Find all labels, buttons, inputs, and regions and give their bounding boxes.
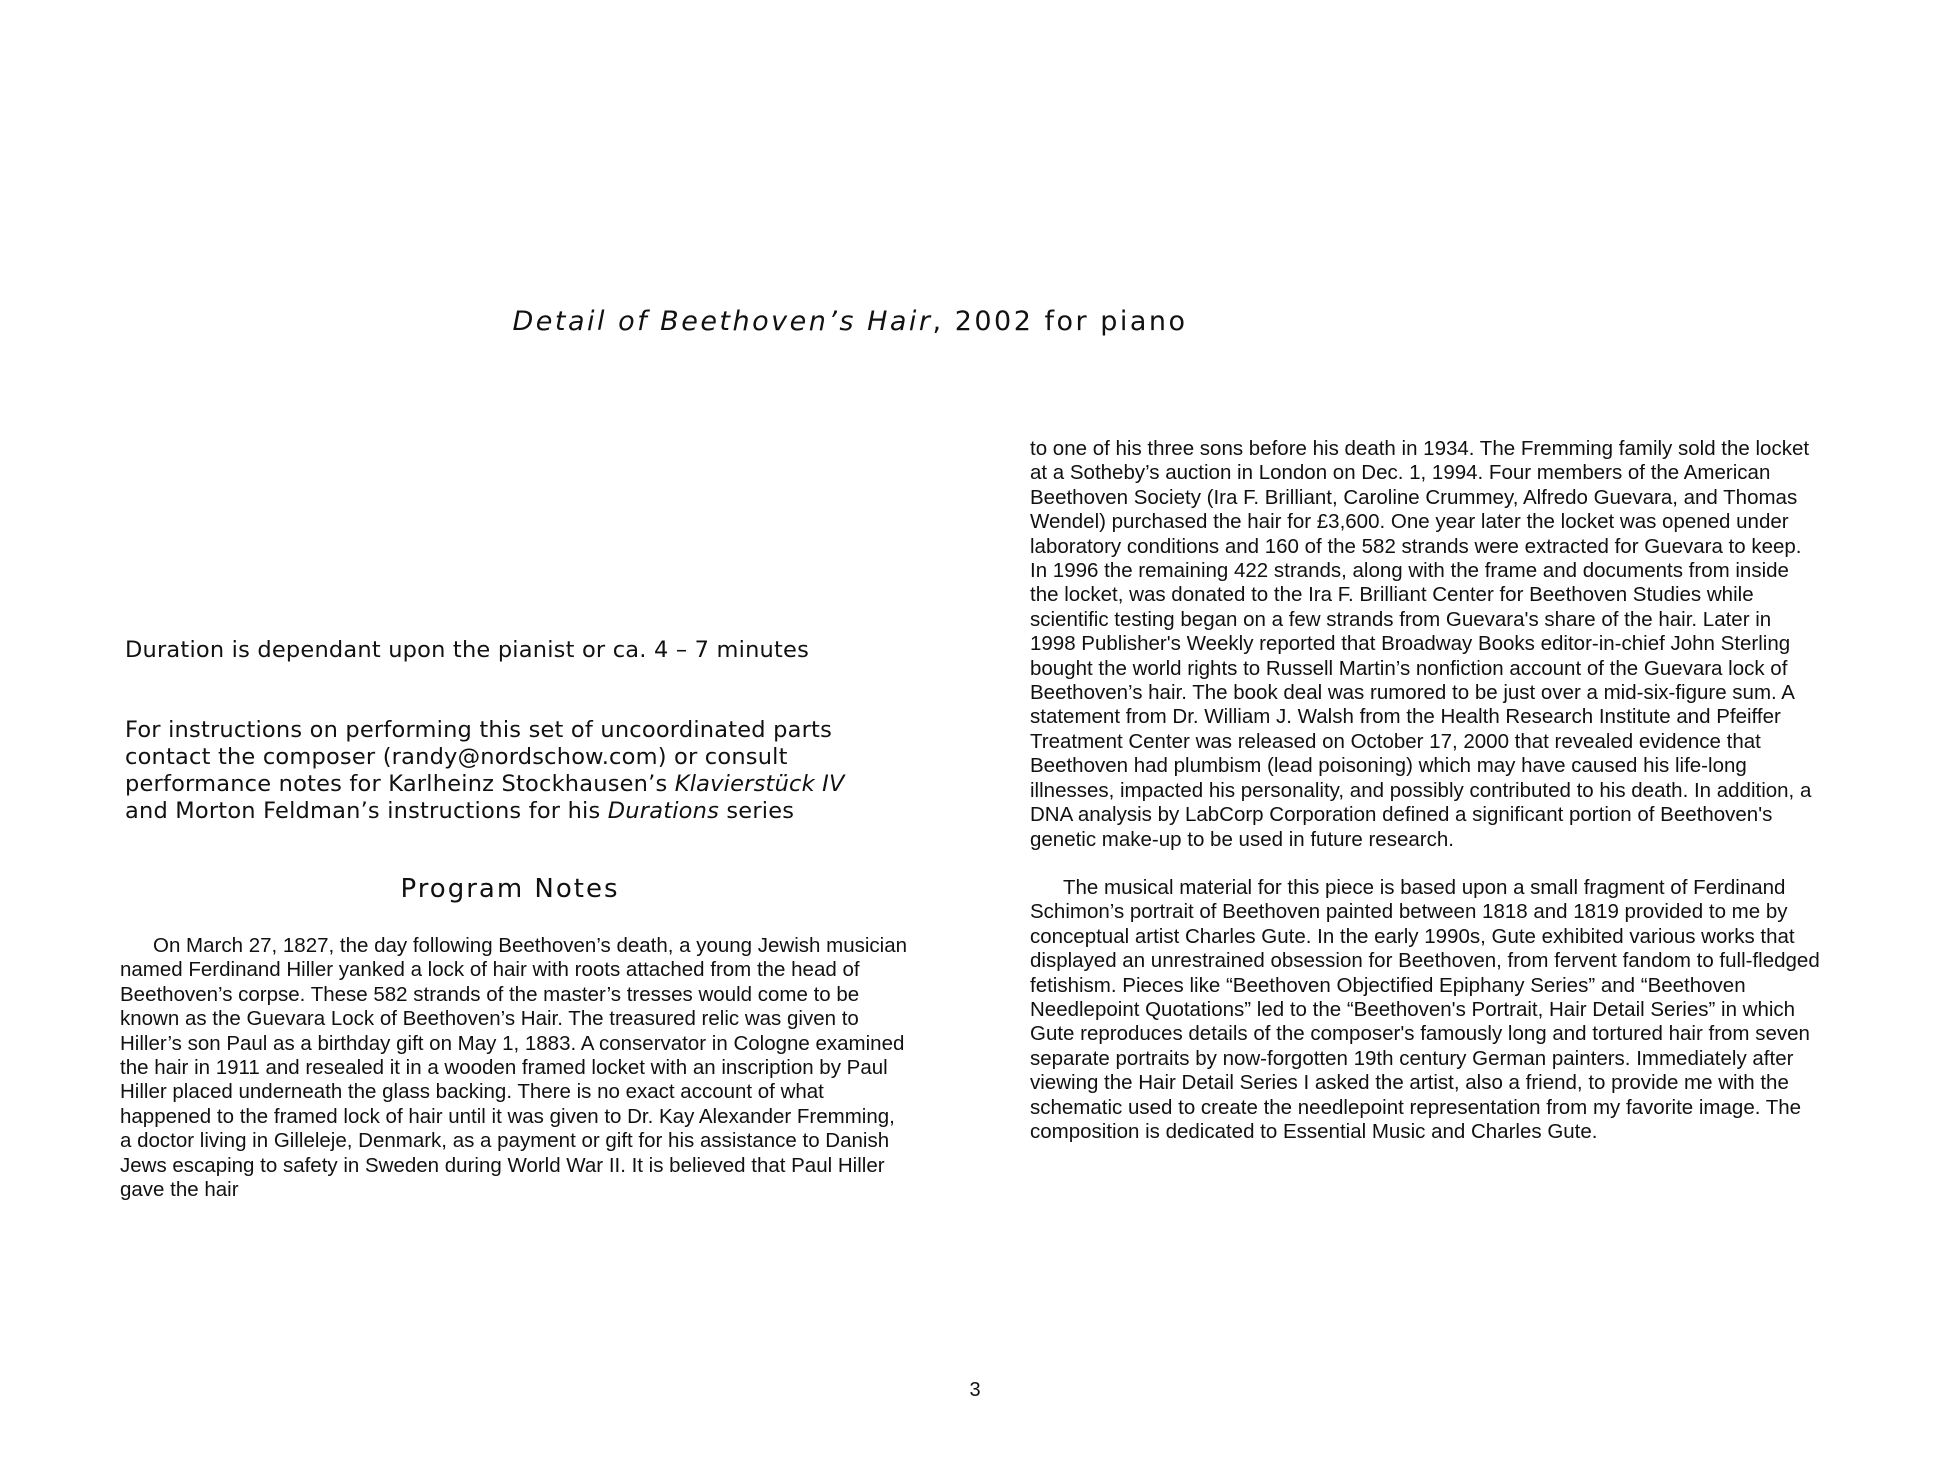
title-details: , 2002 for piano — [932, 306, 1188, 337]
program-notes-heading: Program Notes — [400, 874, 620, 904]
instructions-line-4: and Morton Feldman’s instructions for his Durations series — [125, 798, 795, 824]
program-notes-left-column — [120, 934, 910, 1202]
program-notes-paragraph-2: The musical material for this piece is based upon a small fragment of Ferdinand Schimon’s portrait of Beethoven painted between 1818 and 1819 provided to me by conceptual artist Charles Gute. In the early 1990s, Gute exhibited various works that displayed an unrestrained obsession for Beethoven, from fervent fandom to full-fledged fetishism. Pieces like “Beethoven Objectified Epiphany Series” and “Beethoven Needlepoint Quotations” led to the “Beethoven's Portrait, Hair Detail Series” in which Gute reproduces details of the composer's famously long and tortured hair from seven separate portraits by now-forgotten 19th century German painters. Immediately after viewing the Hair Detail Series I asked the artist, also a friend, to provide me with the schematic used to create the needlepoint representation from my favorite image. The composition is dedicated to Essential Music and Charles Gute. — [1030, 875, 1820, 1143]
program-notes-paragraph-1-continued: to one of his three sons before his death in 1934. The Fremming family sold the locket at a Sotheby’s auction in London on Dec. 1, 1994. Four members of the American Beethoven Society (Ira F. Brilliant, Caroline Crummey, Alfredo Guevara, and Thomas Wendel) purchased the hair for £3,600. One year later the locket was opened under laboratory conditions and 160 of the 582 strands were extracted for Guevara to keep. In 1996 the remaining 422 strands, along with the frame and documents from inside the locket, was donated to the Ira F. Brilliant Center for Beethoven Studies while scientific testing began on a few strands from Guevara's share of the hair. Later in 1998 Publisher's Weekly reported that Broadway Books editor-in-chief John Sterling bought the world rights to Russell Martin’s nonfiction account of the Guevara lock of Beethoven’s hair. The book deal was rumored to be just over a mid-six-figure sum. A statement from Dr. William J. Walsh from the Health Research Institute and Pfeiffer Treatment Center was released on October 17, 2000 that revealed evidence that Beethoven had plumbism (lead poisoning) which may have caused his life-long illnesses, impacted his personality, and possibly contributed to his death. In addition, a DNA analysis by LabCorp Corporation defined a significant portion of Beethoven's genetic make-up to be used in future research. — [1030, 437, 1812, 851]
program-notes-paragraph-1: On March 27, 1827, the day following Beethoven’s death, a young Jewish musician named Ferdinand Hiller yanked a lock of hair with roots attached from the head of Beethoven’s corpse. These 582 strands of the master’s tresses would come to be known as the Guevara Lock of Beethoven’s Hair. The treasured relic was given to Hiller’s son Paul as a birthday gift on May 1, 1883. A conservator in Cologne examined the hair in 1911 and resealed it in a wooden framed locket with an inscription by Paul Hiller placed underneath the glass backing. There is no exact account of what happened to the framed lock of hair until it was given to Dr. Kay Alexander Fremming, a doctor living in Gilleleje, Denmark, as a payment or gift for his assistance to Danish Jews escaping to safety in Sweden during World War II. It is believed that Paul Hiller gave the hair — [120, 934, 908, 1202]
page-title — [0, 306, 1700, 337]
instructions-line-1: For instructions on performing this set of uncoordinated parts — [125, 717, 832, 743]
work-title: Detail of Beethoven’s Hair — [512, 306, 933, 337]
page-number: 3 — [969, 1379, 981, 1401]
klavierstuck-title: Klavierstück IV — [674, 771, 845, 797]
duration-note: Duration is dependant upon the pianist or ca. 4 – 7 minutes — [125, 637, 809, 663]
instructions-line-2: contact the composer (randy@nordschow.com) or consult — [125, 744, 788, 770]
instructions-line-3: performance notes for Karlheinz Stockhausen’s Klavierstück IV — [125, 771, 845, 797]
durations-title: Durations — [607, 798, 720, 824]
performance-instructions — [125, 717, 885, 825]
program-notes-right-column — [1030, 437, 1820, 1144]
